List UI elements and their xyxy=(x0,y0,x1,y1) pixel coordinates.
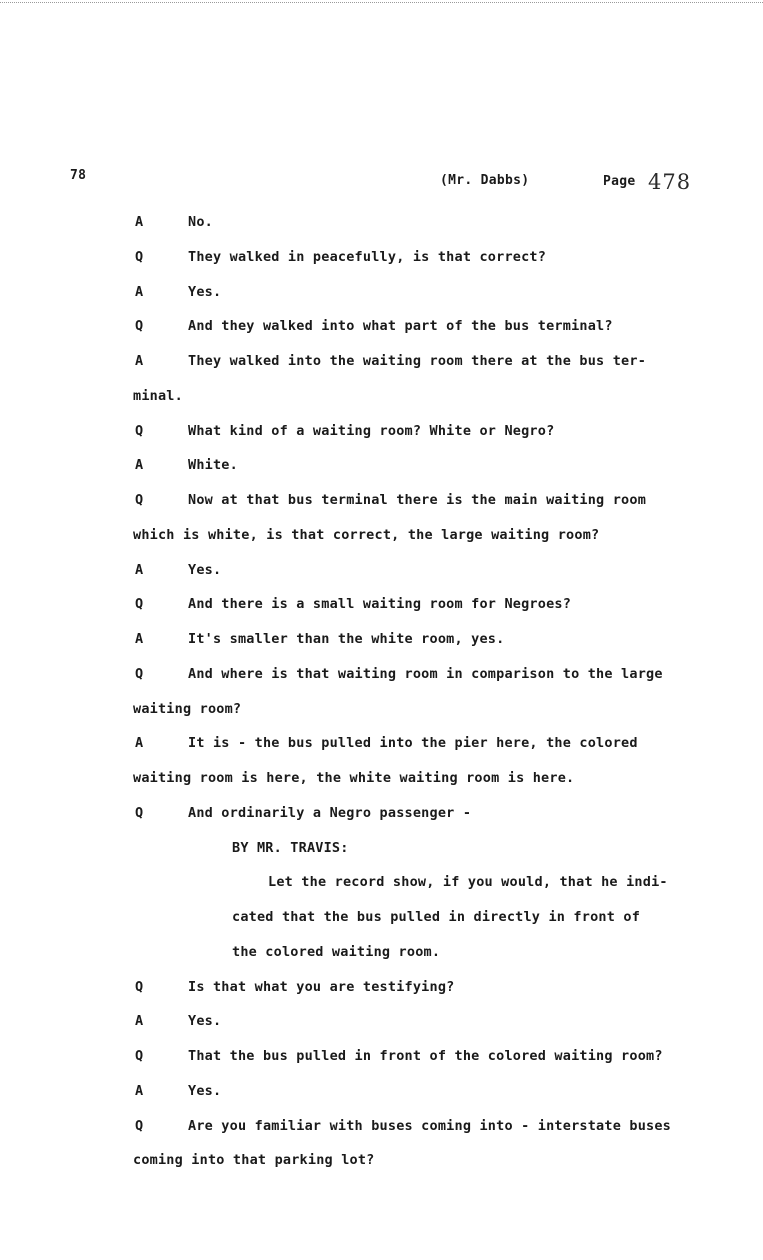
speaker-marker: A xyxy=(135,457,144,474)
line-text: Yes. xyxy=(188,561,222,578)
line-text: It is - the bus pulled into the pier here, the colored xyxy=(188,735,638,752)
speaker-marker: Q xyxy=(135,1048,144,1064)
line-text: That the bus pulled in front of the colored waiting room? xyxy=(188,1048,663,1064)
header-page-label: Page xyxy=(603,174,636,189)
top-edge-rule xyxy=(0,2,763,3)
continuation-text: minal. xyxy=(133,387,183,404)
line-text: Yes. xyxy=(188,283,222,300)
line-text: They walked in peacefully, is that correct? xyxy=(188,248,547,265)
header-witness: (Mr. Dabbs) xyxy=(440,173,530,188)
line-text: Now at that bus terminal there is the main waiting room xyxy=(188,492,647,508)
line-text: It's smaller than the white room, yes. xyxy=(188,631,505,647)
speaker-marker: Q xyxy=(135,248,144,265)
speaker-marker: A xyxy=(135,353,144,369)
speaker-marker: A xyxy=(135,1082,144,1099)
line-text: Are you familiar with buses coming into - interstate buses xyxy=(188,1117,672,1134)
colloquy-text: the colored waiting room. xyxy=(232,943,441,960)
line-text: Yes. xyxy=(188,1082,222,1099)
colloquy-text: Let the record show, if you would, that he indi- xyxy=(268,874,668,891)
line-text: White. xyxy=(188,457,238,474)
line-text: And they walked into what part of the bus terminal? xyxy=(188,318,613,335)
speaker-marker: A xyxy=(135,214,144,230)
colloquy-text: cated that the bus pulled in directly in front of xyxy=(232,909,641,925)
header-left-number: 78 xyxy=(70,168,87,183)
speaker-marker: Q xyxy=(135,422,144,439)
line-text: And where is that waiting room in comparison to the large xyxy=(188,665,663,682)
speaker-marker: A xyxy=(135,1013,144,1030)
speaker-marker: A xyxy=(135,631,144,647)
line-text: And there is a small waiting room for Negroes? xyxy=(188,596,572,613)
line-text: And ordinarily a Negro passenger - xyxy=(188,804,472,821)
continuation-text: waiting room is here, the white waiting room is here. xyxy=(133,770,575,786)
speaker-marker: A xyxy=(135,561,144,578)
speaker-marker: Q xyxy=(135,492,144,508)
speaker-marker: Q xyxy=(135,596,144,613)
speaker-marker: Q xyxy=(135,665,144,682)
speaker-marker: Q xyxy=(135,804,144,821)
line-text: Yes. xyxy=(188,1013,222,1030)
line-text: Is that what you are testifying? xyxy=(188,978,455,995)
colloquy-heading: BY MR. TRAVIS: xyxy=(232,839,349,856)
speaker-marker: Q xyxy=(135,978,144,995)
line-text: No. xyxy=(188,214,213,230)
header-page-number: 478 xyxy=(648,170,692,194)
line-text: What kind of a waiting room? White or Negro? xyxy=(188,422,555,439)
speaker-marker: A xyxy=(135,735,144,752)
continuation-text: which is white, is that correct, the large waiting room? xyxy=(133,526,600,543)
continuation-text: waiting room? xyxy=(133,700,242,717)
speaker-marker: Q xyxy=(135,1117,144,1134)
continuation-text: coming into that parking lot? xyxy=(133,1152,375,1169)
speaker-marker: A xyxy=(135,283,144,300)
speaker-marker: Q xyxy=(135,318,144,335)
line-text: They walked into the waiting room there at the bus ter- xyxy=(188,353,647,369)
